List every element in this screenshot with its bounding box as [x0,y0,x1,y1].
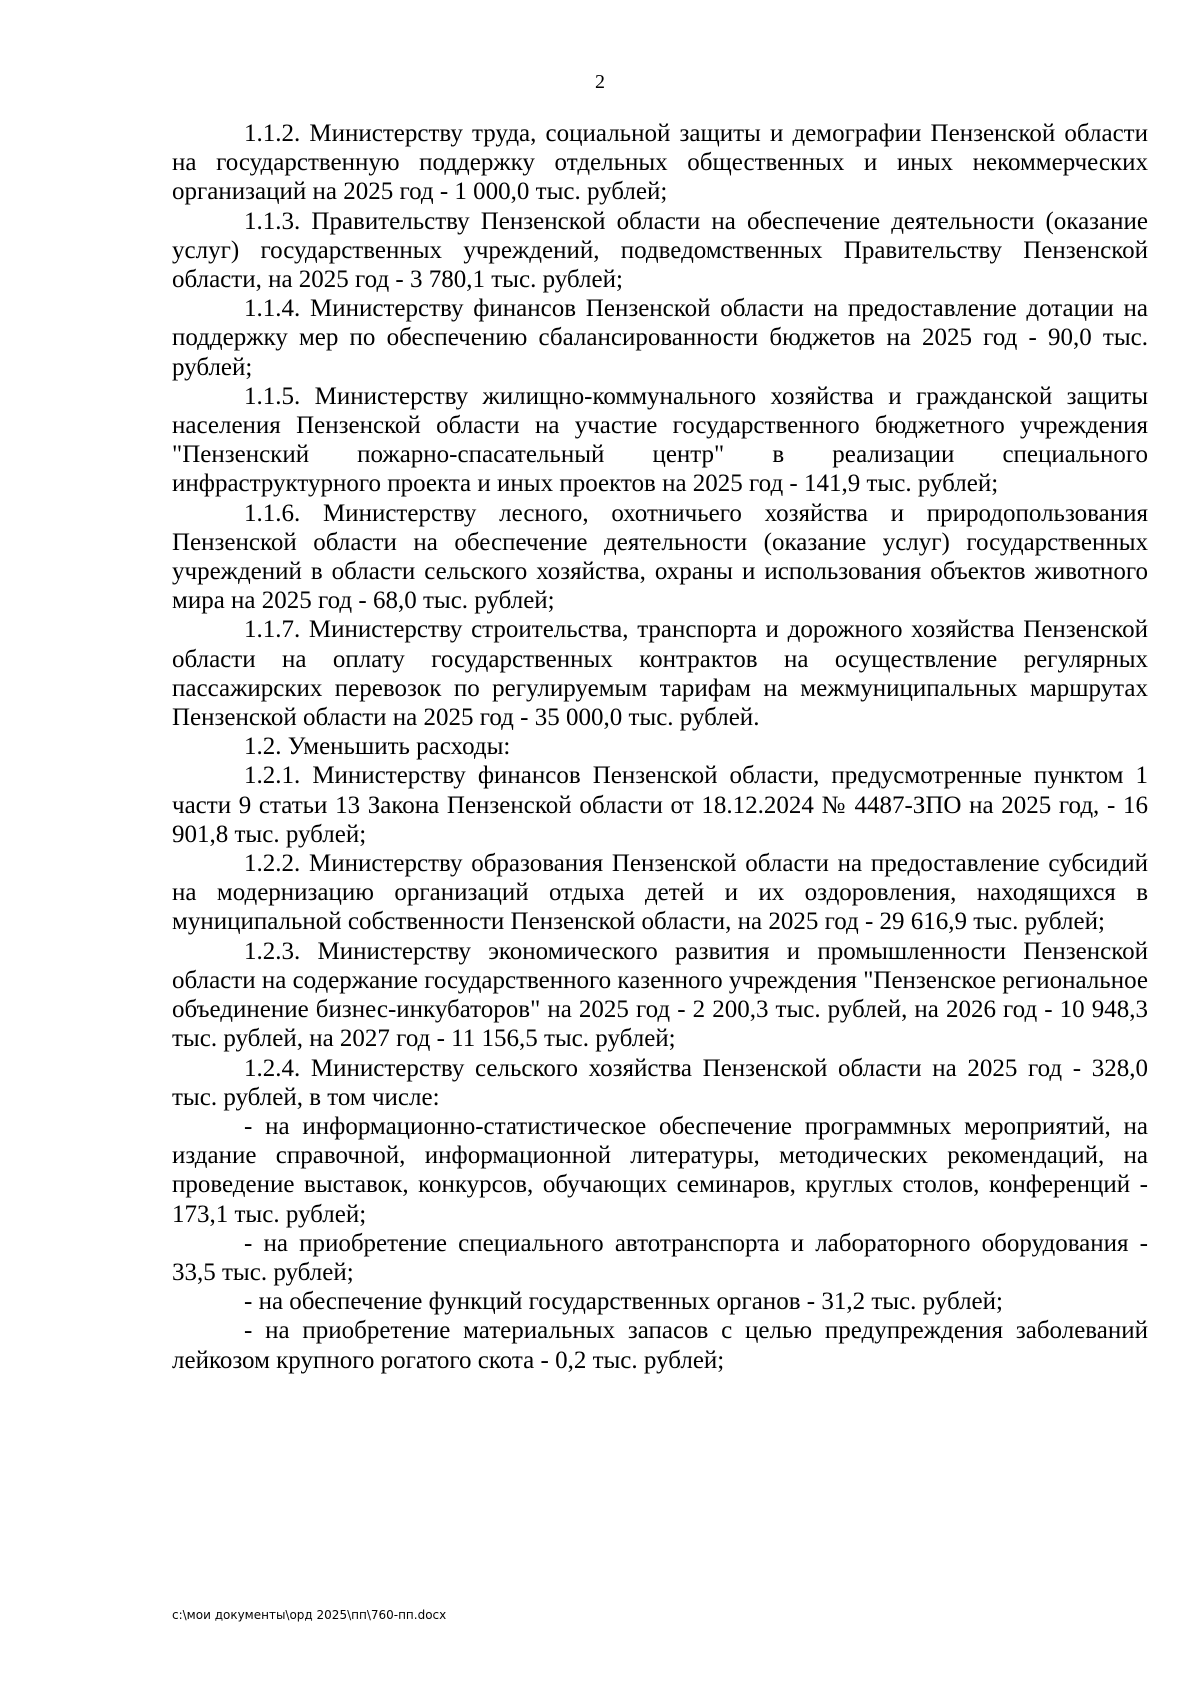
paragraph-1-1-2: 1.1.2. Министерству труда, социальной защиты и демографии Пензенской области на государственную поддержку отдельных общественных и иных некоммерческих организаций на 2025 год - 1 000,0 тыс. рублей; [172,120,1148,206]
document-body [172,119,1148,1375]
paragraph-1-1-7: 1.1.7. Министерству строительства, транспорта и дорожного хозяйства Пензенской области на оплату государственных контрактов на осуществление регулярных пассажирских перевозок по регулируемым тарифам на межмуниципальных маршрутах Пензенской области на 2025 год - 35 000,0 тыс. рублей. [172,616,1148,732]
list-item-vehicles-equipment: - на приобретение специального автотранспорта и лабораторного оборудования - 33,5 тыс. рублей; [172,1229,1148,1286]
paragraph-1-2: 1.2. Уменьшить расходы: [244,733,511,761]
paragraph-1-2-3: 1.2.3. Министерству экономического развития и промышленности Пензенской области на содержание государственного казенного учреждения "Пензенское региональное объединение бизнес-инкубаторов" на 2025 год - 2 200,3 тыс. рублей, на 2026 год - 10 948,3 тыс. рублей, на 2027 год - 11 156,5 тыс. рублей; [172,937,1148,1053]
page-number: 2 [595,71,605,93]
paragraph-1-1-6: 1.1.6. Министерству лесного, охотничьего хозяйства и природопользования Пензенской области на обеспечение деятельности (оказание услуг) государственных учреждений в области сельского хозяйства, охраны и использования объектов животного мира на 2025 год - 68,0 тыс. рублей; [172,499,1148,615]
list-item-government-functions: - на обеспечение функций государственных органов - 31,2 тыс. рублей; [244,1288,1003,1316]
paragraph-1-2-1: 1.2.1. Министерству финансов Пензенской области, предусмотренные пунктом 1 части 9 статьи 13 Закона Пензенской области от 18.12.2024 № 4487-ЗПО на 2025 год, - 16 901,8 тыс. рублей; [172,762,1148,848]
list-item-material-reserves: - на приобретение материальных запасов с целью предупреждения заболеваний лейкозом крупного рогатого скота - 0,2 тыс. рублей; [172,1317,1148,1374]
paragraph-1-1-5: 1.1.5. Министерству жилищно-коммунального хозяйства и гражданской защиты населения Пензенской области на участие государственного бюджетного учреждения "Пензенский пожарно-спасательный центр" в реализации специального инфраструктурного проекта и иных проектов на 2025 год - 141,9 тыс. рублей; [172,382,1148,498]
paragraph-1-1-3: 1.1.3. Правительству Пензенской области на обеспечение деятельности (оказание услуг) государственных учреждений, подведомственных Правительству Пензенской области, на 2025 год - 3 780,1 тыс. рублей; [172,207,1148,294]
paragraph-1-2-4: 1.2.4. Министерству сельского хозяйства Пензенской области на 2025 год - 328,0 тыс. рублей, в том числе: [172,1054,1148,1111]
footer-file-path: c:\мои документы\орд 2025\пп\760-пп.docx [172,1608,447,1622]
paragraph-1-1-4: 1.1.4. Министерству финансов Пензенской области на предоставление дотации на поддержку мер по обеспечению сбалансированности бюджетов на 2025 год - 90,0 тыс. рублей; [172,295,1148,381]
paragraph-1-2-2: 1.2.2. Министерству образования Пензенской области на предоставление субсидий на модернизацию организаций отдыха детей и их оздоровления, находящихся в муниципальной собственности Пензенской области, на 2025 год - 29 616,9 тыс. рублей; [172,850,1148,936]
list-item-info-statistics: - на информационно-статистическое обеспечение программных мероприятий, на издание справочной, информационной литературы, методических рекомендаций, на проведение выставок, конкурсов, обучающих семинаров, круглых столов, конференций - 173,1 тыс. рублей; [172,1112,1148,1228]
